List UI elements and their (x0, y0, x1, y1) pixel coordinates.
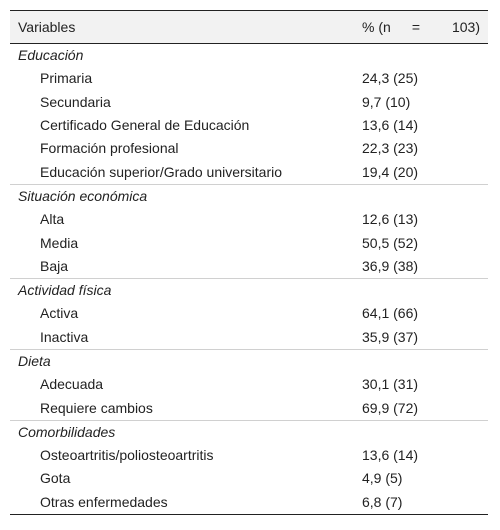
group-header-row (10, 278, 488, 302)
data-table-container (10, 10, 488, 515)
row-value: 4,9 (5) (362, 470, 403, 487)
row-label: Adecuada (40, 376, 104, 393)
row-label: Inactiva (40, 328, 89, 345)
row-value: 6,8 (7) (360, 491, 488, 515)
group-label: Dieta (10, 349, 488, 373)
row-value: 35,9 (37) (362, 328, 419, 345)
row-label: Alta (40, 211, 65, 228)
table-row (10, 114, 488, 137)
row-label: Activa (40, 305, 79, 322)
table-row (10, 444, 488, 467)
table-row (10, 373, 488, 396)
variables-table (10, 10, 488, 515)
row-value: 13,6 (14) (362, 117, 419, 134)
row-label: Certificado General de Educación (40, 117, 250, 134)
table-row (10, 326, 488, 350)
group-header-row (10, 349, 488, 373)
row-label: Educación superior/Grado universitario (40, 163, 283, 180)
table-row (10, 231, 488, 254)
header-percent-prefix: % (n (362, 19, 391, 35)
table-row (10, 137, 488, 160)
row-label: Osteoartritis/poliosteoartritis (40, 447, 214, 464)
table-row (10, 302, 488, 325)
table-row (10, 160, 488, 184)
row-value: 50,5 (52) (362, 234, 419, 251)
table-row (10, 67, 488, 90)
header-percent-equals: = (411, 19, 421, 35)
row-label: Formación profesional (40, 140, 179, 157)
row-label: Media (40, 234, 79, 251)
table-row (10, 91, 488, 114)
row-label: Requiere cambios (40, 399, 153, 416)
row-value: 64,1 (66) (362, 305, 419, 322)
group-label: Situación económica (10, 184, 488, 208)
row-label: Gota (40, 470, 71, 487)
row-value: 13,6 (14) (362, 447, 419, 464)
table-row (10, 396, 488, 420)
table-row (10, 208, 488, 231)
row-label: Secundaria (40, 93, 111, 110)
group-label: Actividad física (10, 278, 488, 302)
row-label: Baja (40, 257, 69, 274)
header-row (10, 11, 488, 44)
row-value: 36,9 (38) (362, 257, 419, 274)
row-value: 69,9 (72) (362, 399, 419, 416)
table-row (10, 491, 488, 515)
row-label: Primaria (40, 70, 93, 87)
group-header-row (10, 44, 488, 68)
table-row (10, 467, 488, 490)
group-label: Educación (18, 47, 84, 64)
table-header (10, 11, 488, 44)
group-header-row (10, 184, 488, 208)
group-label: Comorbilidades (10, 420, 488, 444)
row-value: 9,7 (10) (362, 93, 411, 110)
row-value: 19,4 (20) (362, 163, 419, 180)
row-label: Otras enfermedades (10, 491, 360, 515)
row-value: 22,3 (23) (362, 140, 419, 157)
table-row (10, 255, 488, 279)
header-percent (360, 11, 488, 44)
header-percent-n: 103) (451, 19, 480, 35)
group-header-row (10, 420, 488, 444)
header-variables: Variables (10, 11, 360, 44)
table-body (10, 44, 488, 515)
row-value: 30,1 (31) (362, 376, 419, 393)
row-value: 24,3 (25) (362, 70, 419, 87)
row-value: 12,6 (13) (362, 211, 419, 228)
